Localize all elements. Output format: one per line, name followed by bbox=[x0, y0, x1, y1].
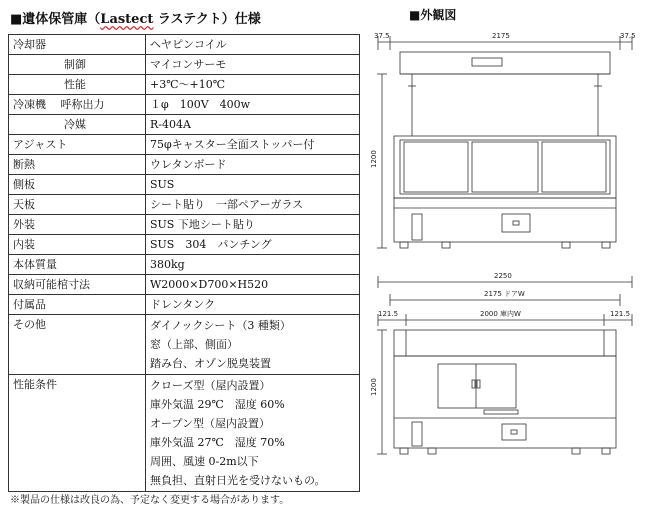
spec-row bbox=[9, 95, 360, 115]
spec-row bbox=[9, 115, 360, 135]
service-latch bbox=[511, 430, 517, 434]
spec-row bbox=[9, 155, 360, 175]
caster bbox=[562, 242, 570, 248]
glass-pane-left bbox=[404, 142, 468, 192]
spec-value: ウレタンボード bbox=[146, 155, 360, 175]
spec-value: 380kg bbox=[146, 255, 360, 275]
access-door bbox=[502, 214, 530, 232]
spec-value: SUS 下地シート貼り bbox=[146, 215, 360, 235]
spec-row bbox=[9, 235, 360, 255]
dim-label: 2175 bbox=[492, 32, 510, 40]
spec-label: 側板 bbox=[9, 175, 146, 195]
spec-label: アジャスト bbox=[9, 135, 146, 155]
bottom-lid bbox=[394, 330, 616, 356]
spec-table bbox=[8, 34, 360, 492]
spec-label: 冷凍機 呼称出力 bbox=[9, 95, 146, 115]
spec-line: 庫外気温 29℃ 湿度 60% bbox=[150, 398, 285, 411]
exterior-drawing bbox=[372, 24, 644, 486]
brand-name: Lastect bbox=[100, 12, 154, 27]
bottom-cabinet bbox=[394, 356, 616, 448]
spec-row bbox=[9, 175, 360, 195]
spec-row bbox=[9, 55, 360, 75]
spec-value: SUS 304 パンチング bbox=[146, 235, 360, 255]
caster bbox=[602, 242, 610, 248]
window-section bbox=[394, 136, 616, 198]
lid-handle bbox=[472, 58, 502, 66]
caster bbox=[428, 448, 436, 454]
spec-value-multiline bbox=[146, 375, 360, 492]
cabinet-body bbox=[394, 198, 616, 242]
spec-label: その他 bbox=[9, 315, 146, 375]
page-title: ■遺体保管庫（Lastect ラステクト）仕様 bbox=[10, 12, 261, 27]
door-latch bbox=[513, 221, 519, 225]
spec-label: 冷媒 bbox=[9, 115, 146, 135]
spec-label: 性能 bbox=[9, 75, 146, 95]
spec-label: 収納可能棺寸法 bbox=[9, 275, 146, 295]
window-latch bbox=[472, 380, 475, 388]
spec-line: ダイノックシート（3 種類） bbox=[150, 319, 291, 332]
spec-value: +3℃〜+10℃ bbox=[146, 75, 360, 95]
spec-label: 本体質量 bbox=[9, 255, 146, 275]
glass-pane-right bbox=[542, 142, 606, 192]
spec-label: 断熱 bbox=[9, 155, 146, 175]
caster bbox=[400, 448, 408, 454]
caster bbox=[572, 448, 580, 454]
spec-value: マイコンサーモ bbox=[146, 55, 360, 75]
spec-row bbox=[9, 135, 360, 155]
service-door bbox=[502, 424, 526, 440]
spec-row bbox=[9, 75, 360, 95]
spec-value: ドレンタンク bbox=[146, 295, 360, 315]
spec-value: R-404A bbox=[146, 115, 360, 135]
spec-row bbox=[9, 275, 360, 295]
dim-label: 121.5 bbox=[378, 310, 399, 318]
footnote: ※製品の仕様は改良の為、予定なく変更する場合があります。 bbox=[10, 495, 290, 506]
spec-row bbox=[9, 295, 360, 315]
spec-row bbox=[9, 215, 360, 235]
dim-label: 2175 ドアW bbox=[484, 290, 525, 298]
glass-pane-center bbox=[472, 142, 538, 192]
rail bbox=[484, 410, 518, 414]
spec-row-other bbox=[9, 315, 360, 375]
spec-line: 周囲、風速 0-2m以下 bbox=[150, 455, 259, 468]
dim-label: 2250 bbox=[494, 272, 512, 280]
spec-row-performance bbox=[9, 375, 360, 492]
spec-value: W2000×D700×H520 bbox=[146, 275, 360, 295]
spec-row bbox=[9, 195, 360, 215]
spec-row bbox=[9, 35, 360, 55]
lid-frame bbox=[400, 52, 610, 74]
spec-label: 内装 bbox=[9, 235, 146, 255]
caster bbox=[400, 242, 408, 248]
spec-line: クローズ型（屋内設置） bbox=[150, 379, 271, 392]
spec-value: １φ 100V 400w bbox=[146, 95, 360, 115]
spec-label: 性能条件 bbox=[9, 375, 146, 492]
dim-label: 37.5 bbox=[620, 32, 636, 40]
spec-label: 制御 bbox=[9, 55, 146, 75]
spec-value-multiline bbox=[146, 315, 360, 375]
dim-label: 1200 bbox=[370, 378, 378, 396]
spec-line: 窓（上部、側面） bbox=[150, 338, 238, 351]
spec-label: 外装 bbox=[9, 215, 146, 235]
window-latch bbox=[477, 380, 480, 388]
spec-line: 庫外気温 27℃ 湿度 70% bbox=[150, 436, 285, 449]
spec-value: ヘヤピンコイル bbox=[146, 35, 360, 55]
spec-row bbox=[9, 255, 360, 275]
spec-label: 天板 bbox=[9, 195, 146, 215]
figure-title: ■外観図 bbox=[409, 8, 457, 22]
caster bbox=[442, 242, 450, 248]
spec-line: 無負担、直射日光を受けないもの。 bbox=[150, 474, 326, 487]
control-box bbox=[412, 422, 422, 446]
window-glass bbox=[400, 140, 610, 194]
dim-label: 1200 bbox=[370, 150, 378, 168]
spec-label: 冷却器 bbox=[9, 35, 146, 55]
dim-label: 121.5 bbox=[610, 310, 631, 318]
spec-table-body bbox=[9, 35, 360, 492]
caster bbox=[602, 448, 610, 454]
spec-value: SUS bbox=[146, 175, 360, 195]
control-panel bbox=[412, 214, 422, 240]
dim-label: 2000 庫内W bbox=[480, 310, 521, 318]
spec-value: 75φキャスター全面ストッパー付 bbox=[146, 135, 360, 155]
spec-line: 踏み台、オゾン脱臭装置 bbox=[150, 357, 271, 370]
dim-label: 37.5 bbox=[374, 32, 390, 40]
spec-line: オープン型（屋内設置） bbox=[150, 417, 271, 430]
spec-label: 付属品 bbox=[9, 295, 146, 315]
spec-value: シート貼り 一部ペアーガラス bbox=[146, 195, 360, 215]
